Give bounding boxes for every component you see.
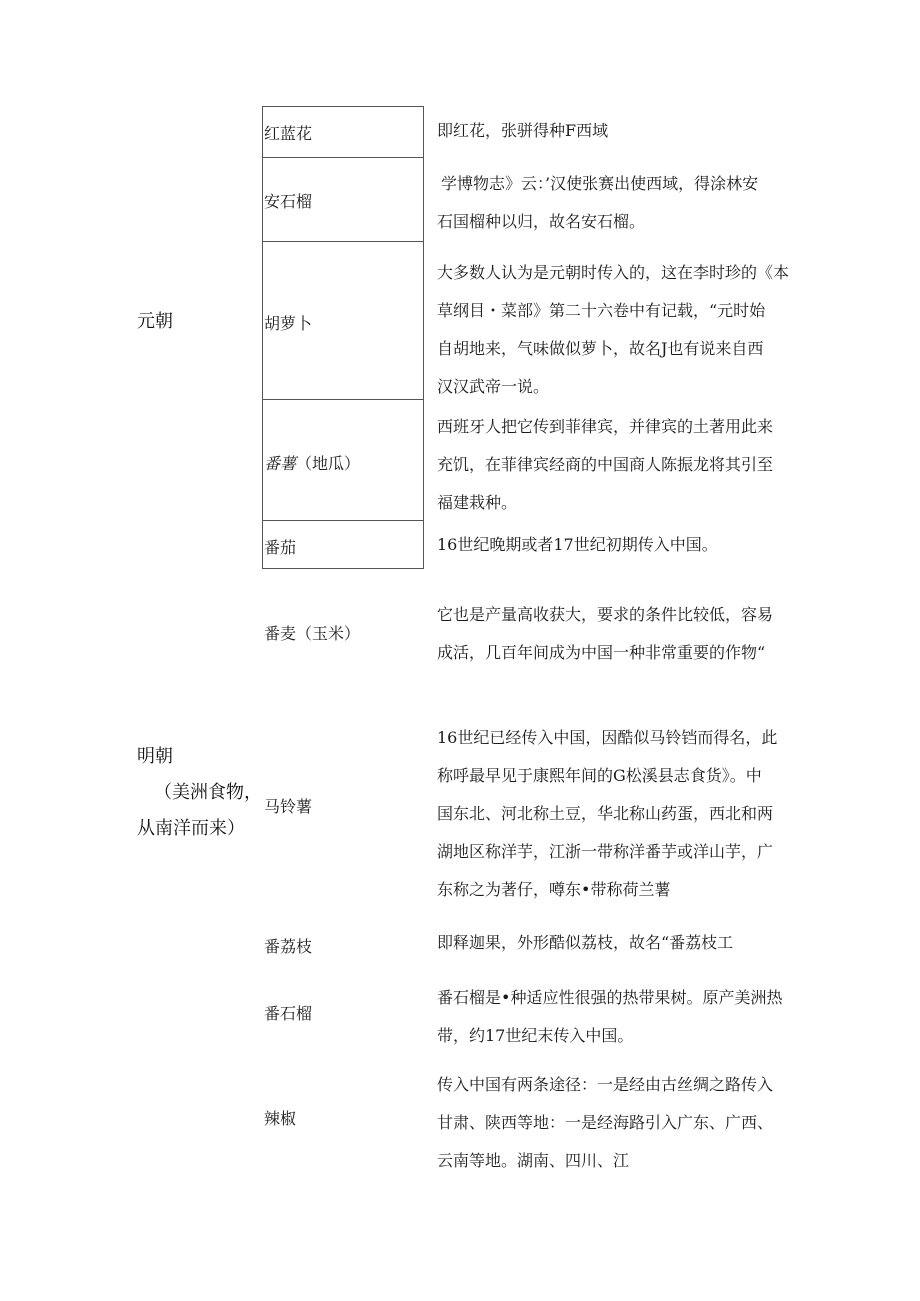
plant-name: 番薯（地瓜） (264, 454, 361, 473)
dynasty-note: （美洲食物， (154, 782, 262, 803)
plant-name: 辣椒 (264, 1109, 297, 1128)
dynasty-note: 从南洋而来） (137, 818, 245, 839)
plant-name: 番石榴 (264, 1004, 313, 1023)
plant-description: 大多数人认为是元朝时传入的，这在李时珍的《本 草纲目・菜部》第二十六卷中有记载，“元时始 自胡地来，气味做似萝卜，故名J也有说来自西 汉汉武帝一说。 (437, 263, 790, 396)
plant-name: 胡萝卜 (264, 314, 313, 333)
plant-name: 番茄 (264, 538, 297, 557)
plant-name: 安石榴 (264, 192, 313, 211)
dynasty-ming (137, 742, 262, 844)
plant-name: 番荔枝 (264, 937, 313, 956)
plant-name: 马铃薯 (264, 797, 313, 816)
plant-description: 传入中国有两条途径：一是经由古丝绸之路传入 甘肃、陕西等地：一是经海路引入广东、广西、 云南等地。湖南、四川、江 (437, 1075, 774, 1170)
plant-description: 西班牙人把它传到菲律宾，并律宾的土著用此来 充饥，在菲律宾经商的中国商人陈振龙将其引至 福建栽种。 (437, 417, 774, 512)
plant-description: 它也是产量高收获大，要求的条件比较低，容易 成活，几百年间成为中国一种非常重要的作物“ (437, 605, 774, 662)
plant-description: 即释迦果，外形酷似荔枝，故名“番荔枝工 (437, 933, 734, 952)
plant-description: 番石榴是•种适应性很强的热带果树。原产美洲热 带，约17世纪末传入中国。 (437, 988, 783, 1045)
dynasty-label: 明朝 (137, 746, 173, 767)
plant-description: 即红花，张骈得种F西域 (437, 121, 609, 140)
dynasty-yuan (137, 307, 173, 337)
plant-description: 16世纪已经传入中国，因酷似马铃铛而得名，此 称呼最早见于康熙年间的G松溪县志食货》。中 国东北、河北称土豆，华北称山药蛋，西北和两 湖地区称洋芋，江浙一带称洋番芋或洋山芋，广 东称之为著仔，噂东•带称荷兰薯 (437, 728, 778, 899)
plant-description: 学博物志》云：’汉使张赛出使西域，得涂林安 石国榴种以归，故名安石榴。 (437, 174, 759, 231)
plant-description: 16世纪晚期或者17世纪初期传入中国。 (437, 535, 718, 554)
plant-name: 红蓝花 (264, 124, 313, 143)
plant-name: 番麦（玉米） (264, 624, 361, 643)
dynasty-label: 元朝 (137, 311, 173, 332)
